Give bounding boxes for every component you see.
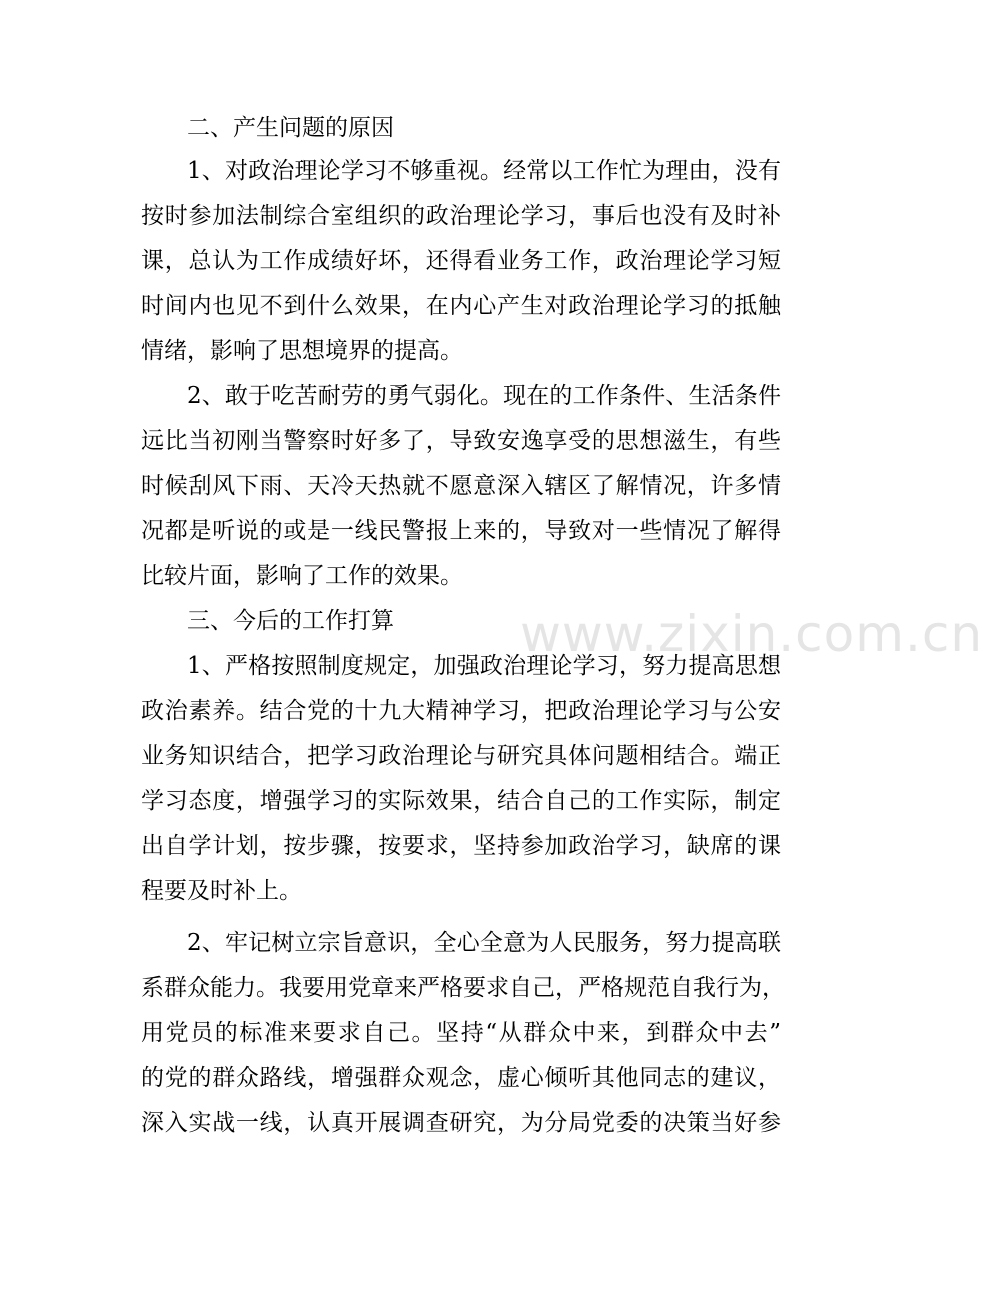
paragraph-line: 政治素养。结合党的十九大精神学习，把政治理论学习与公安 xyxy=(141,698,781,724)
paragraph-line: 1、严格按照制度规定，加强政治理论学习，努力提高思想 xyxy=(187,653,781,679)
paragraph-line: 况都是听说的或是一线民警报上来的，导致对一些情况了解得 xyxy=(141,518,781,544)
heading-plans: 三、今后的工作打算 xyxy=(187,608,394,634)
paragraph-line: 业务知识结合，把学习政治理论与研究具体问题相结合。端正 xyxy=(141,743,781,769)
paragraph-line: 2、敢于吃苦耐劳的勇气弱化。现在的工作条件、生活条件 xyxy=(187,383,781,409)
paragraph-line: 比较片面，影响了工作的效果。 xyxy=(141,563,463,589)
paragraph-line: 远比当初刚当警察时好多了，导致安逸享受的思想滋生，有些 xyxy=(141,428,781,454)
paragraph-line: 出自学计划，按步骤，按要求，坚持参加政治学习，缺席的课 xyxy=(141,833,781,859)
paragraph-line: 2、牢记树立宗旨意识，全心全意为人民服务，努力提高联 xyxy=(187,930,781,956)
paragraph-line: 程要及时补上。 xyxy=(141,878,302,904)
paragraph-line: 按时参加法制综合室组织的政治理论学习，事后也没有及时补 xyxy=(141,203,781,229)
paragraph-line: 系群众能力。我要用党章来严格要求自己，严格规范自我行为， xyxy=(141,975,785,1001)
heading-causes: 二、产生问题的原因 xyxy=(187,115,394,141)
watermark-text: www.zixin.com.cn xyxy=(520,605,983,663)
paragraph-line: 1、对政治理论学习不够重视。经常以工作忙为理由，没有 xyxy=(187,158,781,184)
paragraph-line: 课，总认为工作成绩好坏，还得看业务工作，政治理论学习短 xyxy=(141,248,781,274)
paragraph-line: 时候刮风下雨、天冷天热就不愿意深入辖区了解情况，许多情 xyxy=(141,473,781,499)
paragraph-line: 用党员的标准来要求自己。坚持“从群众中来，到群众中去” xyxy=(141,1020,781,1046)
paragraph-line: 学习态度，增强学习的实际效果，结合自己的工作实际，制定 xyxy=(141,788,781,814)
paragraph-line: 深入实战一线，认真开展调查研究，为分局党委的决策当好参 xyxy=(141,1110,781,1136)
paragraph-line: 时间内也见不到什么效果，在内心产生对政治理论学习的抵触 xyxy=(141,293,781,319)
paragraph-line: 情绪，影响了思想境界的提高。 xyxy=(141,338,463,364)
paragraph-line: 的党的群众路线，增强群众观念，虚心倾听其他同志的建议， xyxy=(141,1065,781,1091)
